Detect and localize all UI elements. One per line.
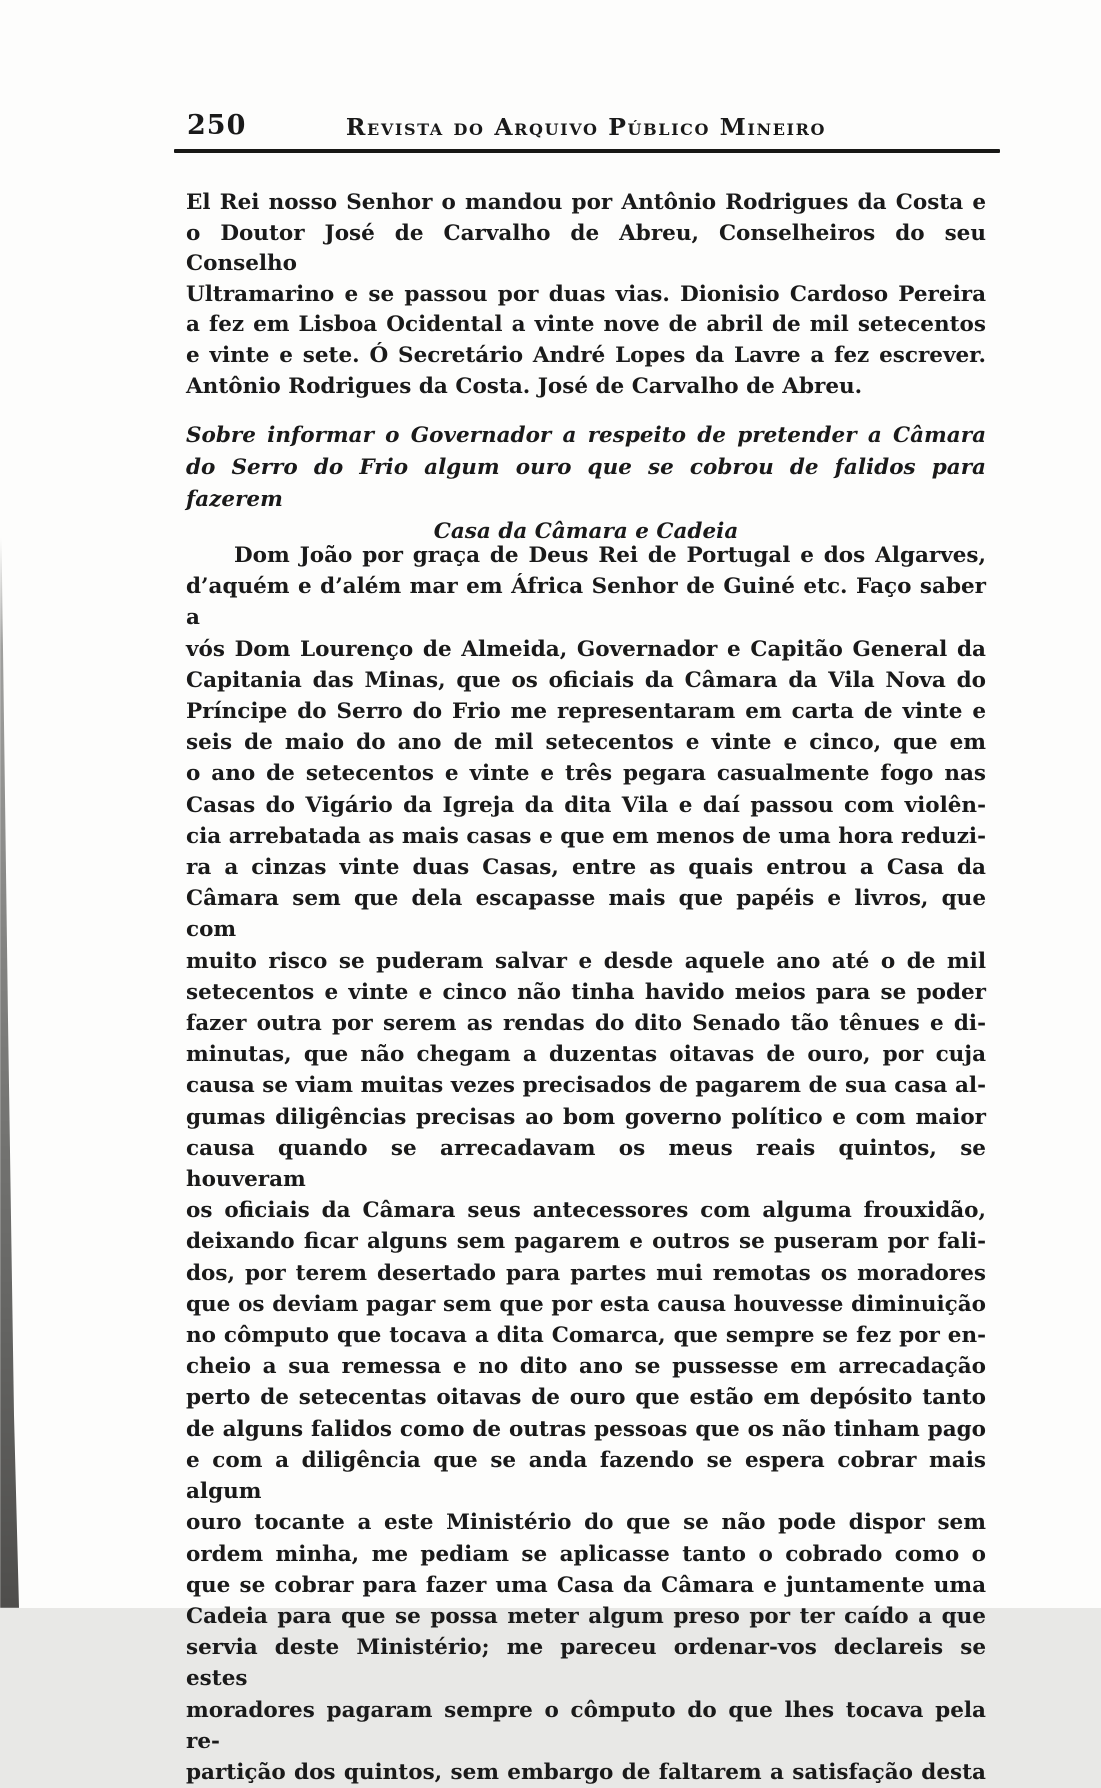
- text-line: cheio a sua remessa e no dito ano se pussesse em arrecadação: [186, 1354, 986, 1380]
- text-line: do Serro do Frio algum ouro que se cobrou de falidos para fazerem: [186, 455, 986, 512]
- text-line: muito risco se puderam salvar e desde aquele ano até o de mil: [186, 948, 986, 974]
- header-rule: [174, 149, 1000, 153]
- text-line: causa quando se arrecadavam os meus reais quintos, se houveram: [186, 1135, 986, 1193]
- text-line: no cômputo que tocava a dita Comarca, que sempre se fez por en-: [186, 1323, 986, 1349]
- text-line: Capitania das Minas, que os oficiais da Câmara da Vila Nova do: [186, 667, 986, 693]
- text-line: e com a diligência que se anda fazendo se espera cobrar mais algum: [186, 1447, 986, 1505]
- text-line: perto de setecentas oitavas de ouro que estão em depósito tanto: [186, 1385, 986, 1411]
- text-line: dos, por terem desertado para partes mui remotas os moradores: [186, 1260, 986, 1286]
- running-head: [186, 110, 986, 144]
- page-number: 250: [187, 110, 247, 141]
- text-line: ra a cinzas vinte duas Casas, entre as quais entrou a Casa da: [186, 855, 986, 881]
- text-line: seis de maio do ano de mil setecentos e vinte e cinco, que em: [186, 730, 986, 756]
- text-line: o ano de setecentos e vinte e três pegara casualmente fogo nas: [186, 761, 986, 787]
- text-line: vós Dom Lourenço de Almeida, Governador e Capitão General da: [186, 636, 986, 662]
- text-line: Casa da Câmara e Cadeia: [433, 519, 739, 544]
- text-line: o Doutor José de Carvalho de Abreu, Conselheiros do seu Conselho: [186, 220, 986, 277]
- text-line: Sobre informar o Governador a respeito de pretender a Câmara: [186, 423, 986, 448]
- text-line: a fez em Lisboa Ocidental a vinte nove de abril de mil setecentos: [186, 312, 986, 338]
- text-line: gumas diligências precisas ao bom governo político e com maior: [186, 1104, 986, 1130]
- text-line: ordem minha, me pediam se aplicasse tanto o cobrado como o: [186, 1541, 986, 1567]
- scan-gutter-shadow: [0, 538, 20, 1608]
- text-line: deixando ficar alguns sem pagarem e outros se puseram por fali-: [186, 1229, 986, 1255]
- text-column: [186, 0, 986, 1785]
- text-line: Dom João por graça de Deus Rei de Portugal e dos Algarves,: [234, 543, 986, 568]
- body-paragraph: [186, 540, 986, 1788]
- text-line: e vinte e sete. Ó Secretário André Lopes da Lavre a fez escrever.: [186, 342, 986, 368]
- text-line: ouro tocante a este Ministério do que se não pode dispor sem: [186, 1510, 986, 1536]
- text-line: fazer outra por serem as rendas do dito Senado tão tênues e di-: [186, 1011, 986, 1037]
- text-line: Príncipe do Serro do Frio me representaram em carta de vinte e: [186, 699, 986, 725]
- journal-title: Revista do Arquivo Público Mineiro: [345, 113, 827, 141]
- text-line: setecentos e vinte e cinco não tinha havido meios para se poder: [186, 979, 986, 1005]
- text-line: moradores pagaram sempre o cômputo do que lhes tocava pela re-: [186, 1697, 986, 1754]
- text-line: Casas do Vigário da Igreja da dita Vila e daí passou com violên-: [186, 792, 986, 818]
- text-line: partição dos quintos, sem embargo de faltarem a satisfação desta: [186, 1759, 986, 1785]
- text-line: os oficiais da Câmara seus antecessores com alguma frouxidão,: [186, 1198, 986, 1224]
- text-line: causa se viam muitas vezes precisados de pagarem de sua casa al-: [186, 1073, 986, 1099]
- text-line: cia arrebatada as mais casas e que em menos de uma hora reduzi-: [186, 823, 986, 849]
- text-line: Cadeia para que se possa meter algum preso por ter caído a que: [186, 1603, 986, 1629]
- text-line: Câmara sem que dela escapasse mais que papéis e livros, que com: [186, 886, 986, 943]
- text-line: El Rei nosso Senhor o mandou por Antônio Rodrigues da Costa e: [186, 190, 986, 215]
- text-line: d’aquém e d’além mar em África Senhor de Guiné etc. Faço saber a: [186, 574, 986, 631]
- text-line: servia deste Ministério; me pareceu ordenar-vos declareis se estes: [186, 1635, 986, 1692]
- text-line: de alguns falidos como de outras pessoas que os não tinham pago: [186, 1416, 986, 1442]
- text-line: que os deviam pagar sem que por esta causa houvesse diminuição: [186, 1291, 986, 1317]
- text-line: Antônio Rodrigues da Costa. José de Carvalho de Abreu.: [186, 373, 863, 399]
- text-line: minutas, que não chegam a duzentas oitavas de ouro, por cuja: [186, 1042, 986, 1068]
- section-heading: [186, 420, 986, 548]
- text-line: que se cobrar para fazer uma Casa da Câmara e juntamente uma: [186, 1572, 986, 1598]
- closing-paragraph: [186, 188, 986, 402]
- text-line: Ultramarino e se passou por duas vias. Dionisio Cardoso Pereira: [186, 281, 986, 307]
